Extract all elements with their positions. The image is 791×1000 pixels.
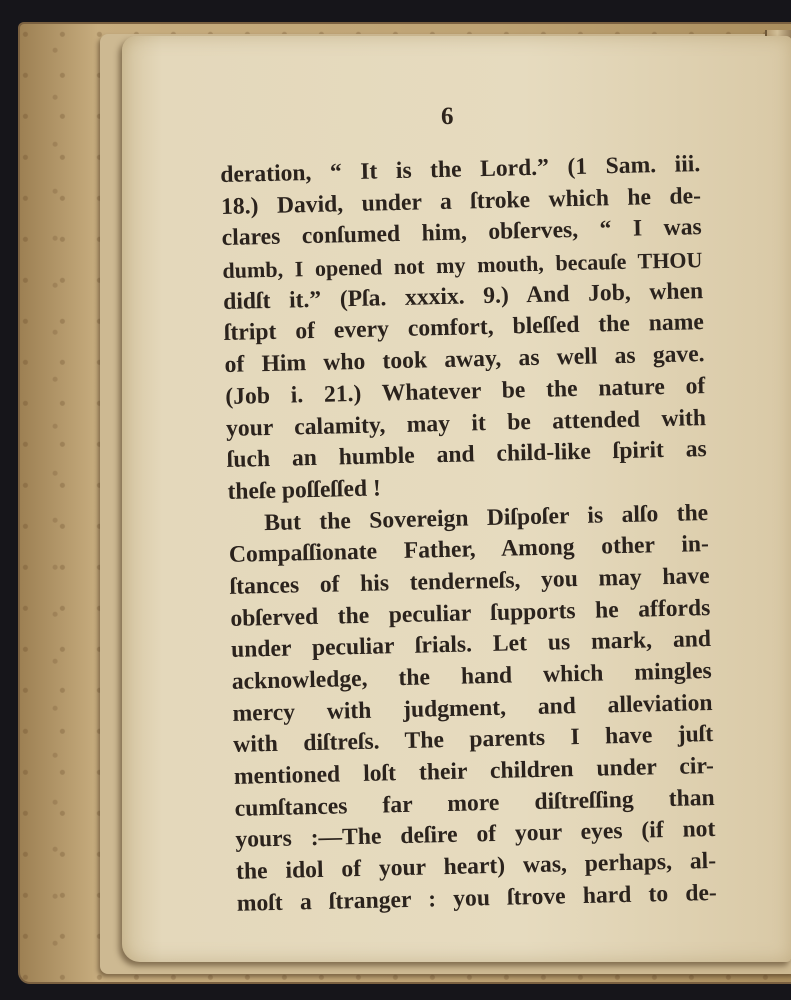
text-line: cumſtances far more diſtreſſing than [234,784,715,822]
page-text [220,149,717,920]
text-line: (Job i. 21.) Whatever be the nature of [225,372,706,410]
text-line: moſt a ſtranger : you ſtrove hard to de- [236,879,718,917]
text-line: yours :—The deſire of your eyes (if not [235,816,716,854]
text-line: ſuch an humble and child-like ſpirit as [226,436,707,474]
text-line: But the Sovereign Diſpoſer is alſo the [263,499,709,536]
text-line: obſerved the peculiar ſupports he affords [230,594,711,632]
text-line: deration, “ It is the Lord.” (1 Sam. iii. [220,151,701,188]
text-line: theſe poſſeſſed ! [227,475,382,505]
text-line: acknowledge, the hand which mingles [231,657,713,695]
text-line: mentioned loſt their children under cir- [233,753,715,790]
text-line: Compaſſionate Father, Among other in- [228,531,710,569]
text-line: ſtript of every comfort, bleſſed the name [223,309,705,347]
text-line: clares conſumed him, obſerves, “ I was [221,214,702,252]
text-line: under peculiar ſrials. Let us mark, and [230,626,712,664]
text-line: of Him who took away, as well as gave. [224,341,705,379]
text-line: with diſtreſs. The parents I have juſt [232,721,714,759]
text-line: 18.) David, under a ſtroke which he de- [220,182,702,220]
text-line: mercy with judgment, and alleviation [232,689,713,727]
text-line: dumb, I opened not my mouth, becauſe THOU [222,247,703,284]
text-line: your calamity, may it be attended with [225,404,707,442]
page-number: 6 [441,103,454,130]
text-line: ſtances of his tenderneſs, you may have [229,562,710,600]
text-line: didſt it.” (Pſa. xxxix. 9.) And Job, when [222,277,704,315]
text-line: the idol of your heart) was, perhaps, al- [235,848,717,885]
